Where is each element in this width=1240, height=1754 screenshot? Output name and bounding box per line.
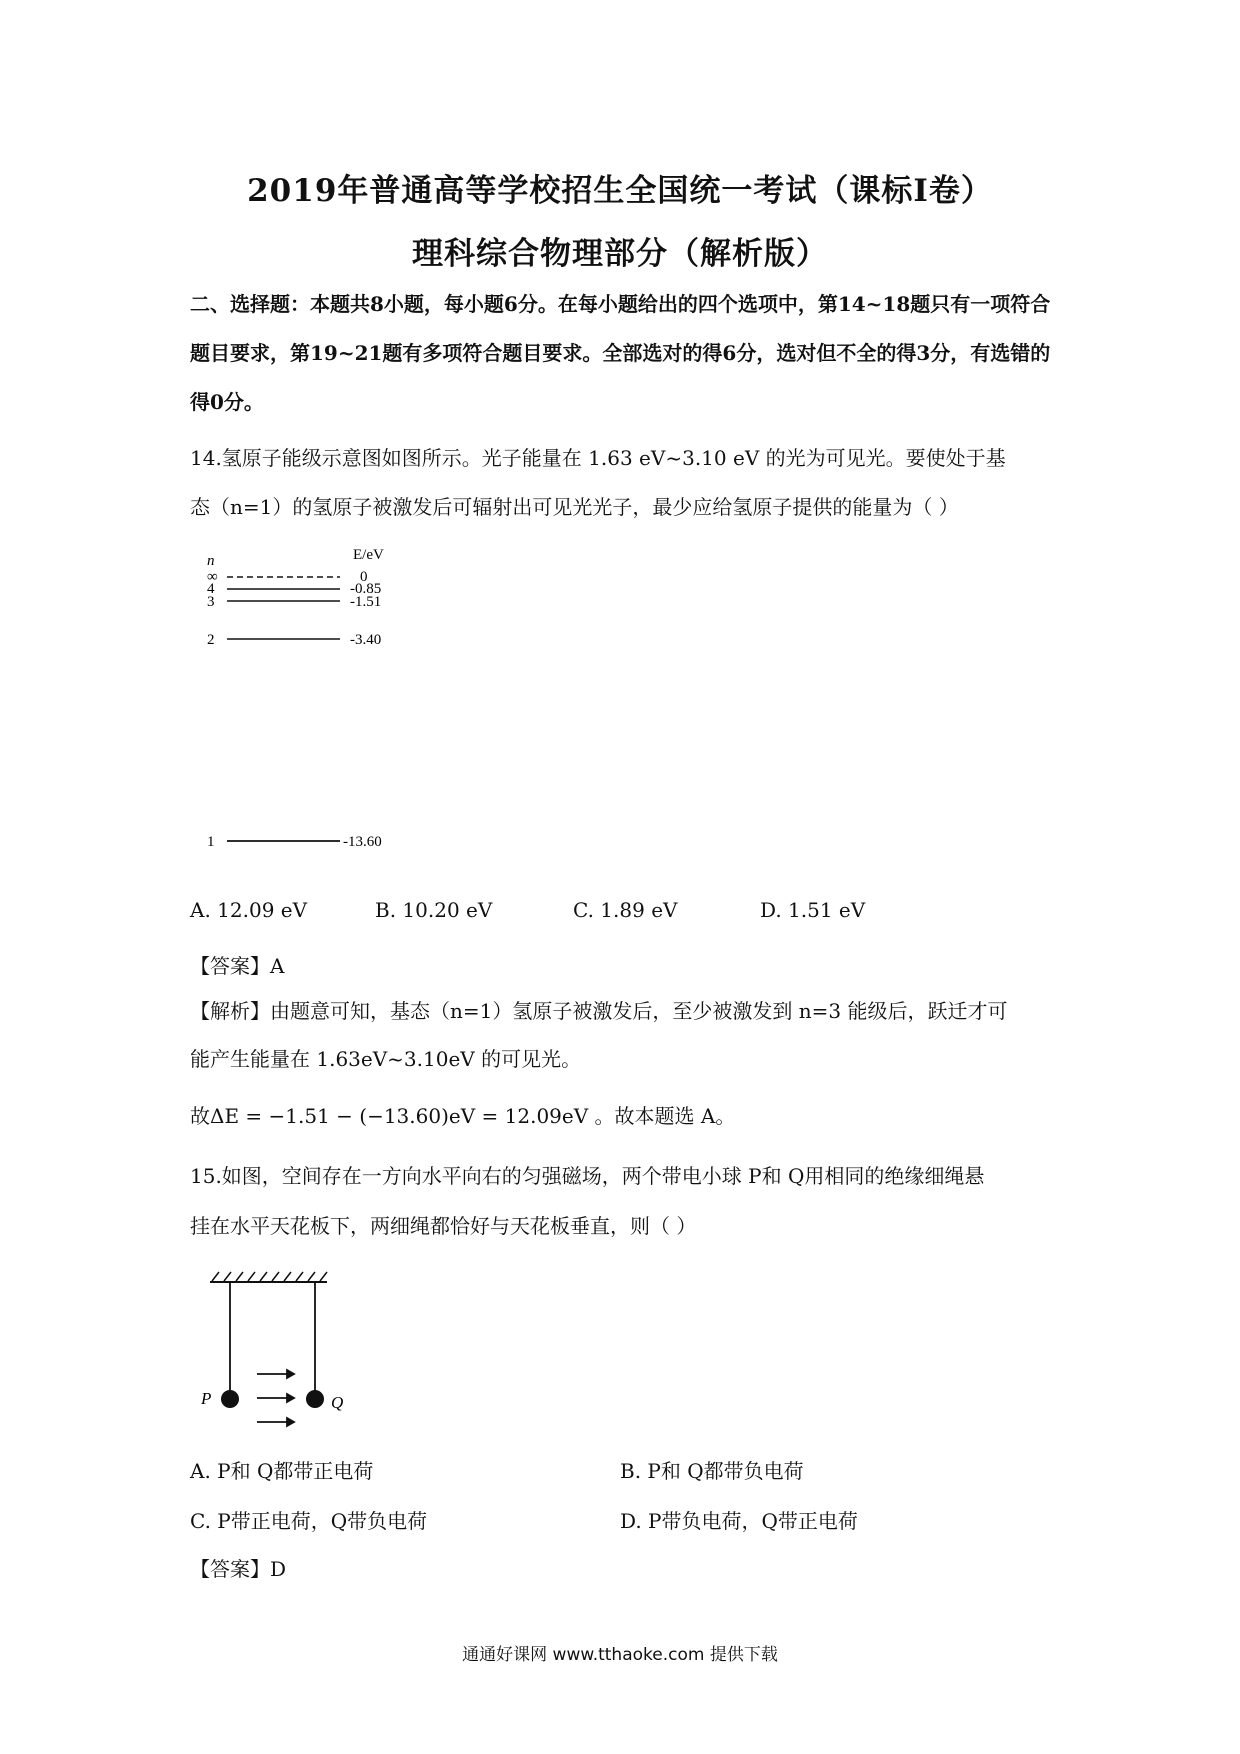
page-footer: 通通好课网 www.tthaoke.com 提供下载	[462, 1645, 778, 1665]
magnetic-field-diagram	[195, 1262, 365, 1437]
level-energy-label: 0	[360, 569, 368, 585]
q14-option-d: D. 1.51 eV	[760, 898, 866, 922]
q15-text-line2: 挂在水平天花板下，两细绳都恰好与天花板垂直，则（ ）	[190, 1214, 697, 1238]
q14-option-c: C. 1.89 eV	[573, 898, 678, 922]
q15-text-line1: 15.如图，空间存在一方向水平向右的匀强磁场，两个带电小球 P和 Q用相同的绝缘细绳悬	[190, 1164, 985, 1188]
level-n-label: 1	[207, 834, 215, 850]
q14-text-line2: 态（n=1）的氢原子被激发后可辐射出可见光光子，最少应给氢原子提供的能量为（ ）	[190, 495, 959, 519]
level-energy-label: -1.51	[350, 594, 382, 610]
q14-text-line1: 14.氢原子能级示意图如图所示。光子能量在 1.63 eV~3.10 eV 的光为可见光。要使处于基	[190, 446, 1006, 470]
q14-formula: 故ΔE = −1.51 − (−13.60)eV = 12.09eV 。故本题选 A。	[190, 1104, 736, 1128]
q14-option-a: A. 12.09 eV	[190, 898, 308, 922]
label-q: Q	[331, 1393, 344, 1412]
n-axis-label: n	[207, 553, 215, 569]
energy-axis-label: E/eV	[353, 547, 384, 563]
q15-option-c: C. P带正电荷，Q带负电荷	[190, 1509, 428, 1533]
q15-answer: 【答案】D	[190, 1557, 287, 1581]
q14-answer: 【答案】A	[190, 954, 285, 978]
q15-option-a: A. P和 Q都带正电荷	[190, 1459, 374, 1483]
level-n-label: 4	[207, 581, 215, 597]
level-energy-label: -3.40	[350, 632, 382, 648]
q15-option-d: D. P带负电荷，Q带正电荷	[620, 1509, 858, 1533]
level-n-label: ∞	[207, 569, 218, 585]
document-subtitle: 理科综合物理部分（解析版）	[412, 236, 828, 272]
q14-option-b: B. 10.20 eV	[375, 898, 493, 922]
q15-option-b: B. P和 Q都带负电荷	[620, 1459, 804, 1483]
field-arrows	[257, 1370, 294, 1426]
ball-q	[306, 1390, 324, 1408]
level-energy-label: -13.60	[343, 834, 382, 850]
ball-p	[221, 1390, 239, 1408]
label-p: P	[201, 1389, 212, 1408]
level-n-label: 3	[207, 594, 215, 610]
level-n-label: 2	[207, 632, 215, 648]
ceiling-hatching	[212, 1272, 327, 1281]
q14-analysis-line1: 【解析】由题意可知，基态（n=1）氢原子被激发后，至少被激发到 n=3 能级后，跃迁才可	[190, 999, 1008, 1023]
energy-level-diagram	[195, 540, 425, 855]
section-intro: 二、选择题：本题共8小题，每小题6分。在每小题给出的四个选项中，第14~18题只有一项符合题目要求，第19~21题有多项符合题目要求。全部选对的得6分，选对但不全的得3分，有选错的得0分。	[190, 292, 1051, 414]
q14-analysis-line2: 能产生能量在 1.63eV~3.10eV 的可见光。	[190, 1047, 582, 1071]
document-title: 2019年普通高等学校招生全国统一考试（课标Ⅰ卷）	[247, 173, 993, 209]
level-energy-label: -0.85	[350, 581, 382, 597]
